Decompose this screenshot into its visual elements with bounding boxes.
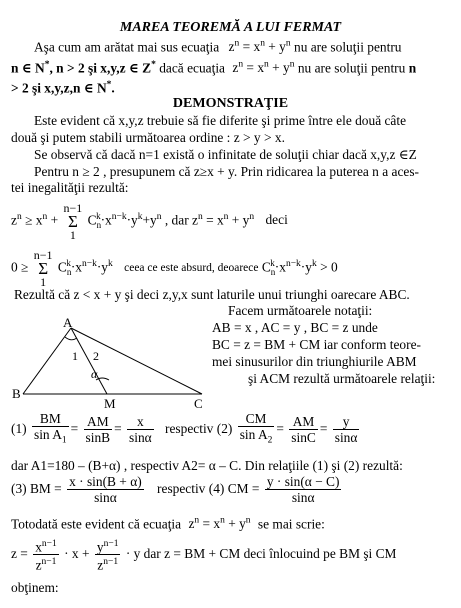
para-line-4: Pentru n ≥ 2 , presupunem că z≥x + y. Prin ridicarea la puterea n a aces- [34, 164, 420, 179]
last-line: obţinem: [11, 580, 59, 595]
page-title: MAREA TEOREMĂ A LUI FERMAT [119, 20, 342, 35]
intro-line-1: Aşa cum am arătat mai sus ecuaţia $z^n = x^n + y^n$ nu are soluţii pentru [34, 39, 402, 55]
vertex-b-label: B [12, 386, 21, 401]
triangle-diagram [8, 318, 208, 410]
para-line-1: Este evident că x,y,z trebuie să fie diferite şi prime între ele două câte [34, 113, 407, 128]
para-line-5: tei inegalităţii rezultă: [11, 180, 129, 195]
para-line-2: două şi putem stabili următoarea ordine : z > y > x. [11, 130, 285, 145]
inequality-2: 0 ≥ n−1 Σ 1 $C_n^k\cdot x^{n-k}\cdot y^k$ ceea ce este absurd, deoarece $C_n^k\cdot x^{n-k}\cdot y^k > 0$ [11, 247, 338, 289]
section-heading: DEMONSTRAŢIE [172, 96, 289, 111]
sum-symbol: n−1 Σ 1 [33, 247, 53, 289]
sum-symbol: n−1 Σ 1 [63, 200, 83, 242]
result-line: Rezultă că z < x + y şi deci z,y,x sunt laturile unui triunghi oarecare ABC. [14, 287, 410, 302]
relation-5: z = $\frac{x^{n-1}}{z^{n-1}}$ · x + $\frac{y^{n-1}}{z^{n-1}}$ · y dar z = BM + CM deci înlocuind pe BM şi CM [11, 538, 397, 573]
vertex-a-label: A [63, 318, 73, 330]
notes-line-3: BC = z = BM + CM iar conform teore- [212, 337, 421, 352]
line-a: dar A1=180 – (B+α) , respectiv A2= α – C. Din relaţiile (1) şi (2) rezultă: [11, 458, 403, 473]
inequality-1: $z^n \ge x^n + n-1$ Σ 1 $C_n^k\cdot x^{n-k}\cdot y^k+y^n$ , dar $z^n = x^n + y^n$ deci [11, 200, 288, 242]
notes-line-2: AB = x , AC = y , BC = z unde [212, 320, 378, 335]
notes-line-1: Facem următoarele notaţii: [228, 303, 373, 318]
angle-alpha-label: α [91, 367, 98, 381]
side-ac [71, 328, 202, 394]
angle-2-label: 2 [93, 349, 99, 363]
relation-1-2: (1) $\frac{BM}{\sin A_1}$ = $\frac{AM}{\sin B}$ = $\frac{x}{\sin\alpha}$ respectiv (2) $\frac{CM}{\sin A_2}$ = $\frac{AM}{\sin C}$ = $\frac{y}{\sin\alpha}$ [11, 411, 358, 446]
para-line-3: Se observă că dacă n=1 există o infinitate de soluţii chiar dacă x,y,z ∈Z [34, 147, 417, 162]
intro-line-2: n ∈ N*, n > 2 şi x,y,z ∈ Z* dacă ecuaţia $z^n = x^n + y^n$ nu are soluţii pentru n [11, 60, 417, 76]
line-b: Totodată este evident că ecuaţia $z^n = x^n + y^n$ se mai scrie: [11, 516, 325, 532]
notes-line-4: mei sinusurilor din triunghiurile ABM [212, 354, 417, 369]
relation-3-4: (3) BM = $\frac{x \cdot \sin(B + \alpha)}{\sin\alpha}$ respectiv (4) CM = $\frac{y \cdot \sin(\alpha - C)}{\sin\alpha}$ [11, 474, 340, 506]
intro-line-3: > 2 şi x,y,z,n ∈ N*. [11, 80, 115, 96]
angle-1-label: 1 [72, 349, 78, 363]
notes-line-5: şi ACM rezultă următoarele relaţii: [248, 371, 436, 386]
point-m-label: M [104, 396, 116, 410]
angle-arc [65, 337, 77, 340]
vertex-c-label: C [194, 396, 203, 410]
side-ab [23, 328, 71, 394]
